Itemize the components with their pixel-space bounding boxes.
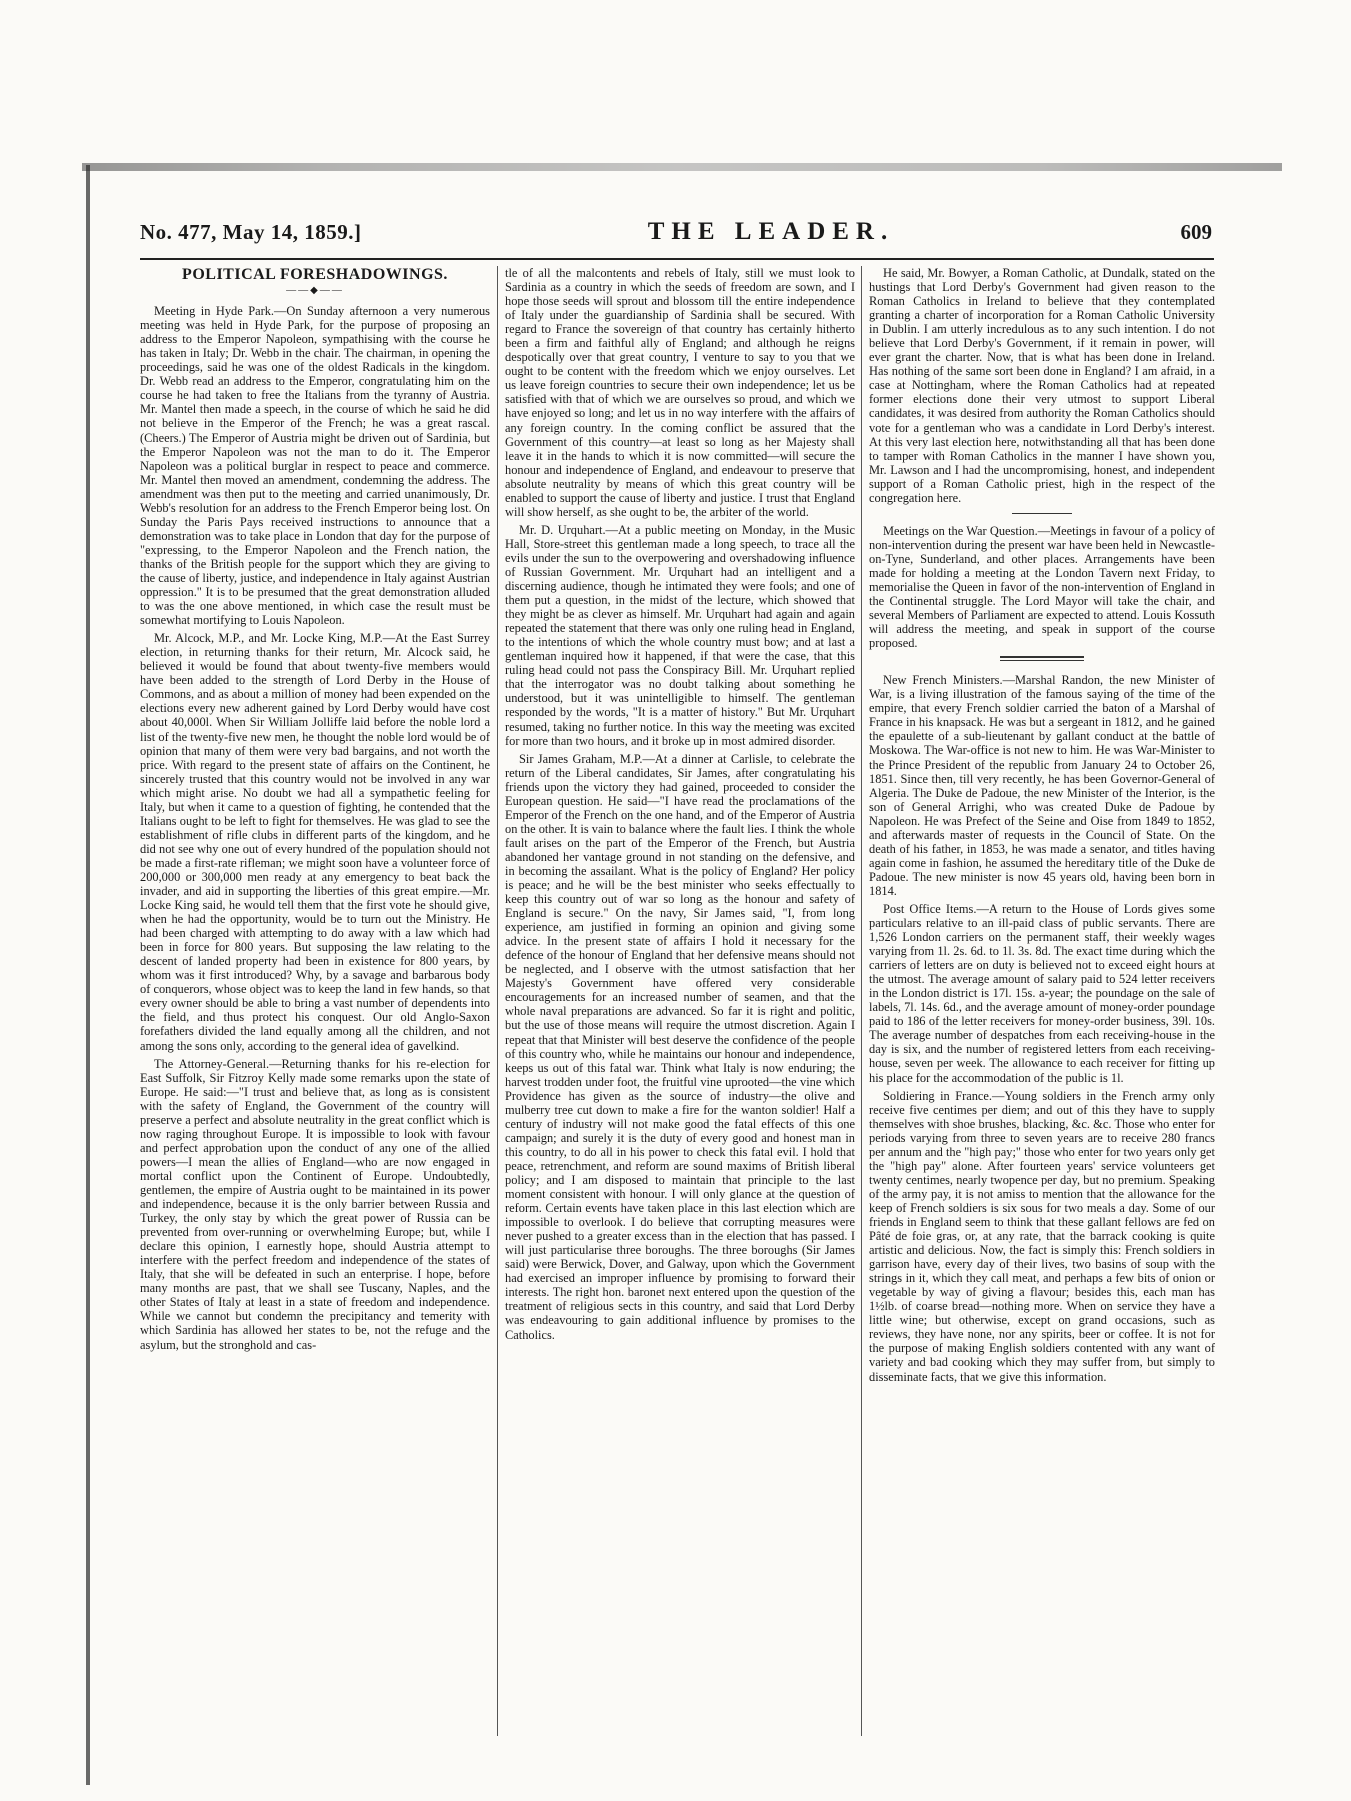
masthead-rule bbox=[140, 258, 1214, 260]
article-french-ministers: New French Ministers.—Marshal Randon, the new Minister of War, is a living illustration of the famous saying of the time of the empire, that every French soldier carried the baton of a Marshal of France in his knapsack. He was but a sergeant in 1812, and he gained the epaulette of a sub-lieutenant by gallant conduct at the battle of Moskowa. The War-office is not new to him. He was War-Minister to the Prince President of the republic from January 24 to October 26, 1851. Since then, till very recently, he has been Governor-General of Algeria. The Duke de Padoue, the new Minister of the Interior, is the son of General Arrighi, who was created Duke de Padoue by Napoleon. He was Prefect of the Seine and Oise from 1849 to 1852, and afterwards master of requests in the Council of State. On the death of his father, in 1853, he was made a senator, and titles having again come in fashion, he assumed the hereditary title of the Duke de Padoue. The new minister is now 45 years old, having been born in 1814. bbox=[869, 673, 1215, 898]
article-james-graham: Sir James Graham, M.P.—At a dinner at Carlisle, to celebrate the return of the Liberal candidates, Sir James, after congratulating his friends upon the victory they had gained, proceeded to consider the European question. He said—"I have read the proclamations of the Emperor of the French on the one hand, and of the Emperor of Austria on the other. It is vain to balance where the fault lies. I think the whole fault arises on the part of the Emperor of the French, but Austria abandoned her vantage ground in not standing on the defensive, and in becoming the assailant. What is the policy of England? Her policy is peace; and he will be the best minister who seeks effectually to keep this country out of war so long as the honour and safety of England is secure." On the navy, Sir James said, "I, from long experience, am justified in forming an opinion and giving some advice. In the present state of affairs I hold it necessary for the defence of the honour of England that her defensive means should not be neglected, and I observe with the utmost satisfaction that her Majesty's Government have offered very considerable encouragements for an increased number of seamen, and that the whole naval preparations are advanced. So far it is right and politic, but the use of those means will require the utmost discretion. Again I repeat that that Minister will best deserve the confidence of the people of this country who, while he maintains our honour and independence, keeps us out of this fatal war. Think what Italy is now enduring; the harvest trodden under foot, the fruitful vine uprooted—the vine which Providence has given as the source of industry—the olive and mulberry tree cut down to make a fire for the wanton soldier! Half a century of industry will not make good the fatal effects of this one campaign; and surely it is the duty of every good and honest man in this country, to do all in his power to check this fatal evil. I hold that peace, retrenchment, and reform are sound maxims of British liberal policy; and I am disposed to maintain that principle to the last moment consistent with honour. I will only glance at the question of reform. Certain events have taken place in this last election which are impossible to overlook. I do believe that corrupting measures were never pushed to a greater excess than in the election that has passed. I will just particularise three boroughs. The three boroughs (Sir James said) were Berwick, Dover, and Galway, upon which the Government had exercised an improper influence by promising to forward their interests. The right hon. baronet next entered upon the question of the treatment of religious sects in this country, and said that Lord Derby was endeavouring to gain additional influence by promises to the Catholics. bbox=[505, 751, 855, 1342]
column-divider bbox=[861, 266, 862, 1736]
section-heading: POLITICAL FORESHADOWINGS. bbox=[182, 266, 448, 283]
column-3 bbox=[869, 266, 1215, 1736]
article-attorney-general-cont: tle of all the malcontents and rebels of Italy, still we must look to Sardinia as a country in which the seeds of freedom are sown, and I hope those seeds will sprout and blossom till the entire independence of Italy under the guardianship of Sardinia shall be secured. With regard to France the sovereign of that country has certainly hitherto been a firm and faithful ally of England; and although he reigns despotically over that great country, I venture to say to you that we ought to be content with the freedom which we enjoy ourselves. Let us leave foreign countries to secure their own independence; let us be satisfied with that of which we are ourselves so proud, and which we have enjoyed so long; and let us in no way interfere with the affairs of any foreign country. In the coming conflict be assured that the Government of this country—at least so long as her Majesty shall leave it in the hands to which it is now committed—will secure the honour and independence of England, and endeavour to preserve that absolute neutrality by means of which this great country will be enabled to support the cause of liberty and justice. I trust that England will show herself, as she ought to be, the arbiter of the world. bbox=[505, 266, 855, 519]
article-post-office: Post Office Items.—A return to the House of Lords gives some particulars relative to an ill-paid class of public servants. There are 1,526 London carriers on the permanent staff, their weekly wages varying from 1l. 2s. 6d. to 1l. 3s. 8d. The exact time during which the carriers of letters are on duty is believed not to exceed eight hours at the utmost. The average amount of salary paid to 524 letter receivers in the London district is 17l. 15s. a-year; the poundage on the sale of labels, 7l. 14s. 6d., and the average amount of money-order poundage paid to 186 of the letter receivers for money-order business, 39l. 10s. The average number of despatches from each receiving-house in the day is six, and the number of registered letters from each receiving-house, seven per week. The allowance to each receiver for fitting up his place for the accommodation of the public is 1l. bbox=[869, 901, 1215, 1085]
article-attorney-general: The Attorney-General.—Returning thanks for his re-election for East Suffolk, Sir Fitzroy Kelly made some remarks upon the state of Europe. He said:—"I trust and believe that, as long as is consistent with the safety of England, the Government of the country will preserve a perfect and absolute neutrality in the great conflict which is now raging throughout Europe. It is impossible to look with favour and perfect approbation upon the conduct of any one of the allied powers—I mean the allies of England—who are now engaged in mortal conflict upon the Continent of Europe. Undoubtedly, gentlemen, the empire of Austria ought to be maintained in its power and independence, because it is the only barrier between Russia and Turkey, the only stay by which the great power of Russia can be prevented from over-running or overwhelming Europe; but, while I declare this opinion, I earnestly hope, should Austria attempt to interfere with the perfect freedom and independence of the states of Italy, that she will be defeated in such an enterprise. I hope, before many months are past, that we shall see Tuscany, Naples, and the other States of Italy at least in a state of freedom and independence. While we cannot but condemn the precipitancy and temerity with which Sardinia has allowed her states to be, not the refuge and the asylum, but the stronghold and cas- bbox=[140, 1056, 490, 1352]
scan-edge-artifact bbox=[82, 163, 1282, 171]
section-double-rule bbox=[1000, 656, 1084, 661]
article-hyde-park: Meeting in Hyde Park.—On Sunday afternoon a very numerous meeting was held in Hyde Park, for the purpose of proposing an address to the Emperor Napoleon, sympathising with the course he has taken in Italy; Dr. Webb in the chair. The chairman, in opening the proceedings, said he was one of the oldest Radicals in the kingdom. Dr. Webb read an address to the Emperor, congratulating him on the course he had taken to free the Italians from the tyranny of Austria. Mr. Mantel then made a speech, in the course of which he said he did not believe in the Emperor of the French; he was a great rascal. (Cheers.) The Emperor of Austria might be driven out of Sardinia, but the Emperor Napoleon was not the man to do it. The Emperor Napoleon was a political burglar in respect to peace and commerce. Mr. Mantel then moved an amendment, condemning the address. The amendment was then put to the meeting and carried unanimously, Dr. Webb's resolution for an address to the French Emperor being lost. On Sunday the Paris Pays received instructions to announce that a demonstration was to take place in London that day for the purpose of "expressing, to the Emperor Napoleon and the French nation, the thanks of the British people for the support which they are giving to the cause of liberty, justice, and independence in Italy against Austrian oppression." It is to be presumed that the great demonstration alluded to was the one above mentioned, in which case the result must be somewhat mortifying to Louis Napoleon. bbox=[140, 304, 490, 628]
column-1 bbox=[140, 266, 490, 1736]
column-divider bbox=[497, 266, 498, 1736]
binding-shadow bbox=[86, 165, 90, 1785]
newspaper-title: THE LEADER. bbox=[647, 218, 895, 245]
column-2 bbox=[505, 266, 855, 1736]
article-urquhart: Mr. D. Urquhart.—At a public meeting on Monday, in the Music Hall, Store-street this gentleman made a long speech, to trace all the evils under the sun to the overpowering and overshadowing influence of Russian Government. Mr. Urquhart had an intelligent and a discerning audience, though he intimated they were fools; and one of them put a question, in the midst of the lecture, which showed that they might be as clever as himself. Mr. Urquhart had again and again repeated the statement that there was only one ruling head in England, to the intentions of which the whole country must bow; and at last a gentleman inquired how it happened, if that were the case, that this ruling head could not pass the Conspiracy Bill. Mr. Urquhart replied that the interrogator was no doubt talking about something he understood, but it was unintelligible to himself. The gentleman responded by the words, "It is a matter of history." But Mr. Urquhart resumed, taking no further notice. In this way the meeting was excited for more than two hours, and it broke up in most admired disorder. bbox=[505, 522, 855, 748]
section-rule bbox=[1012, 513, 1072, 514]
heading-ornament: ——◆—— bbox=[286, 285, 344, 297]
issue-date: No. 477, May 14, 1859.] bbox=[140, 220, 362, 244]
article-james-graham-cont: He said, Mr. Bowyer, a Roman Catholic, at Dundalk, stated on the hustings that Lord Derby's Government had given reason to the Roman Catholics in Ireland to believe that they contemplated granting a charter of incorporation for a Roman Catholic University in Dublin. I am utterly incredulous as to any such intention. I do not believe that Lord Derby's Government, if it remain in power, will ever grant the charter. Now, that is what has been done in Ireland. Has nothing of the same sort been done in England? I am afraid, in a case at Nottingham, where the Roman Catholics had at repeated former elections done their very utmost to support Liberal candidates, it was desired from authority the Roman Catholics should vote for a gentleman who was a candidate in Lord Derby's interest. At this very last election here, notwithstanding all that has been done to tamper with Roman Catholics in the manner I have shown you, Mr. Lawson and I had the uncompromising, honest, and independent support of a Roman Catholic priest, high in the respect of the congregation here. bbox=[869, 266, 1215, 505]
article-soldiering-france: Soldiering in France.—Young soldiers in the French army only receive five centimes per diem; and out of this they have to supply themselves with shoe brushes, blacking, &c. &c. Those who enter for periods varying from three to seven years are to receive 280 francs per annum and the "high pay;" those who enter for two years only get the "high pay" alone. After fourteen years' service volunteers get twenty centimes, nearly twopence per day, but no premium. Speaking of the army pay, it is not amiss to mention that the allowance for the keep of French soldiers is six sous for two meals a day. Some of our friends in England seem to think that these gallant fellows are fed on Pâté de foie gras, or, at any rate, that the barrack cooking is quite artistic and delicious. Now, the fact is simply this: French soldiers in garrison have, every day of their lives, two basins of soup with the strings in it, which they call meat, and perhaps a few bits of onion or vegetable by way of giving a flavour; besides this, each man has 1½lb. of coarse bread—nothing more. When on service they have a little wine; but otherwise, except on grand occasions, such as reviews, they have none, nor any spirits, beer or coffee. It is not for the purpose of making English soldiers contented with any want of variety and bad cooking which they may suffer from, but simply to disseminate facts, that we give this information. bbox=[869, 1088, 1215, 1384]
article-war-question: Meetings on the War Question.—Meetings in favour of a policy of non-intervention during the present war have been held in Newcastle-on-Tyne, Sunderland, and other places. Arrangements have been made for holding a meeting at the London Tavern next Friday, to memorialise the Queen in favor of the non-intervention of England in the Continental struggle. The Lord Mayor will take the chair, and several Members of Parliament are expected to attend. Louis Kossuth will address the meeting, and speak in support of the course proposed. bbox=[869, 523, 1215, 651]
masthead bbox=[140, 218, 1212, 256]
page-number: 609 bbox=[1180, 220, 1212, 244]
article-alcock-locke-king: Mr. Alcock, M.P., and Mr. Locke King, M.P.—At the East Surrey election, in returning thanks for their return, Mr. Alcock said, he believed it would be found that about twenty-five members would have been added to the strength of Lord Derby in the House of Commons, and as about a million of money had been expended on the elections every new adherent gained by Lord Derby would have cost about 40,000l. When Sir William Jolliffe laid before the noble lord a list of the twenty-five new men, he thought the noble lord would be of opinion that many of them were very bad bargains, and not worth the price. With regard to the present state of affairs on the Continent, he sincerely trusted that this country would not be involved in any war which might arise. No doubt we had all a sympathetic feeling for Italy, but when it came to a question of fighting, he contended that the Italians ought to be left to fight for themselves. He was glad to see the establishment of rifle clubs in different parts of the kingdom, and he did not see why one out of every hundred of the population should not be made a first-rate rifleman; we might soon have a volunteer force of 200,000 or 300,000 men ready at any emergency to beat back the invader, and aid in supporting the liberties of this great empire.—Mr. Locke King said, he would tell them that the first vote he should give, when he had the opportunity, would be to turn out the Ministry. He had been charged with attempting to do away with a law which had been in force for 800 years. But supposing the law relating to the descent of landed property had been in existence for 800 years, by whom was it first introduced? Why, by a savage and barbarous body of conquerors, whose object was to keep the land in few hands, so that every owner should be able to bring a vast number of dependents into the field, and thus protect his conquest. Our old Anglo-Saxon forefathers divided the land equally among all the children, and not among the sons only, according to the general idea of gavelkind. bbox=[140, 631, 490, 1053]
